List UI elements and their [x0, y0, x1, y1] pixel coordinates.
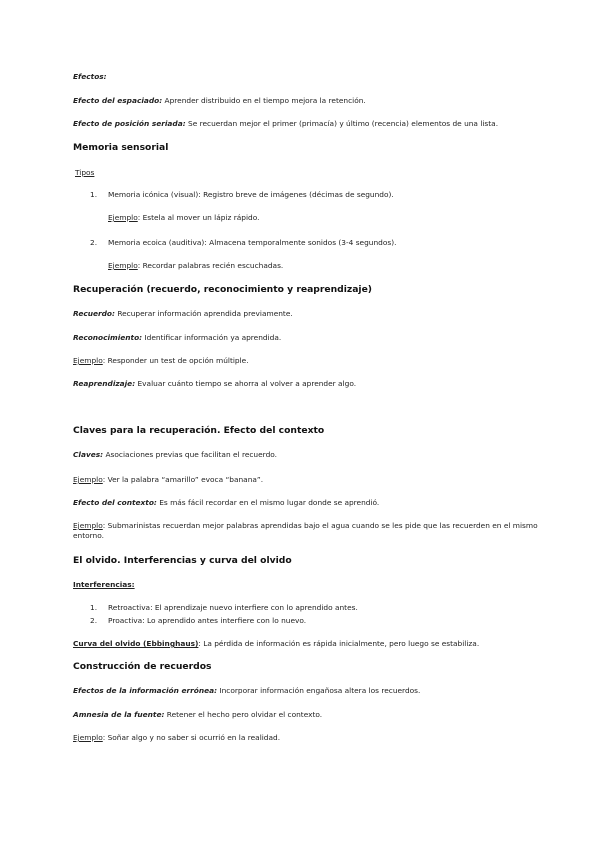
- reconocimiento-label: Reconocimiento:: [73, 333, 143, 342]
- posicion-label: Efecto de posición seriada:: [73, 119, 186, 128]
- recuperacion-heading: Recuperación (recuerdo, reconocimiento y reaprendizaje): [73, 284, 373, 295]
- ejemplo-text: : Submarinistas recuerdan mejor palabras aprendidas bajo el agua cuando se les pide que las recuerden en el mismo entorno.: [73, 521, 538, 540]
- item-proactiva: Proactiva: Lo aprendido antes interfiere con lo nuevo.: [108, 616, 307, 625]
- ejemplo-label: Ejemplo: [108, 261, 138, 270]
- ejemplo-label: Ejemplo: [73, 356, 103, 365]
- amnesia-line: [73, 710, 540, 720]
- ejemplo-text: : Estela al mover un lápiz rápido.: [137, 213, 260, 222]
- recuerdo-label: Recuerdo:: [73, 309, 115, 318]
- erronea-text: Incorporar información engañosa altera los recuerdos.: [217, 686, 421, 695]
- contexto-label: Efecto del contexto:: [73, 498, 157, 507]
- efecto-posicion: [73, 119, 540, 129]
- claves-text: Asociaciones previas que facilitan el recuerdo.: [103, 450, 277, 459]
- amnesia-text: Retener el hecho pero olvidar el contexto.: [164, 710, 323, 719]
- tipos-text: Tipos: [75, 168, 95, 177]
- sensorial-heading: Memoria sensorial: [73, 142, 169, 153]
- item-iconica-ejemplo: [108, 213, 540, 223]
- list-number: 1.: [90, 603, 98, 612]
- ejemplo-label: Ejemplo: [73, 475, 103, 484]
- reaprendizaje-label: Reaprendizaje:: [73, 379, 136, 388]
- list-number: 2.: [90, 616, 98, 625]
- efecto-espaciado: [73, 96, 540, 106]
- curva-text: : La pérdida de información es rápida inicialmente, pero luego se estabiliza.: [198, 639, 480, 648]
- recuperacion-ejemplo: [73, 356, 540, 366]
- reaprendizaje-line: [73, 379, 540, 389]
- contexto-line: [73, 498, 540, 508]
- posicion-text: Se recuerdan mejor el primer (primacía) y último (recencia) elementos de una lista.: [185, 119, 499, 128]
- item-ecoica-ejemplo: [108, 261, 540, 271]
- efectos-title: Efectos:: [73, 72, 107, 81]
- recuerdo-text: Recuperar información aprendida previamente.: [114, 309, 293, 318]
- ejemplo-text: : Soñar algo y no saber si ocurrió en la realidad.: [102, 733, 281, 742]
- olvido-heading: El olvido. Interferencias y curva del olvido: [73, 555, 292, 566]
- reconocimiento-text: Identificar información ya aprendida.: [142, 333, 282, 342]
- curva-line: [73, 639, 540, 649]
- claves-heading: Claves para la recuperación. Efecto del contexto: [73, 425, 325, 436]
- erronea-label: Efectos de la información errónea:: [73, 686, 218, 695]
- ejemplo-text: : Ver la palabra “amarillo” evoca “banana”.: [102, 475, 264, 484]
- curva-label: Curva del olvido (Ebbinghaus): [73, 639, 199, 648]
- espaciado-label: Efecto del espaciado:: [73, 96, 163, 105]
- claves-ejemplo: [73, 475, 540, 485]
- item-retroactiva: Retroactiva: El aprendizaje nuevo interfiere con lo aprendido antes.: [108, 603, 358, 612]
- ejemplo-text: : Responder un test de opción múltiple.: [102, 356, 249, 365]
- erronea-line: [73, 686, 540, 696]
- construccion-heading: Construcción de recuerdos: [73, 661, 212, 672]
- interferencias-text: Interferencias:: [73, 580, 135, 589]
- tipos-label: [75, 168, 540, 178]
- ejemplo-text: : Recordar palabras recién escuchadas.: [137, 261, 284, 270]
- amnesia-label: Amnesia de la fuente:: [73, 710, 165, 719]
- ejemplo-label: Ejemplo: [73, 733, 103, 742]
- list-number: 2.: [90, 238, 98, 247]
- recuerdo-line: [73, 309, 540, 319]
- item-iconica: Memoria icónica (visual): Registro breve de imágenes (décimas de segundo).: [108, 190, 394, 199]
- contexto-ejemplo: [73, 521, 538, 541]
- item-ecoica: Memoria ecoica (auditiva): Almacena temporalmente sonidos (3-4 segundos).: [108, 238, 397, 247]
- ejemplo-label: Ejemplo: [108, 213, 138, 222]
- claves-label: Claves:: [73, 450, 104, 459]
- contexto-text: Es más fácil recordar en el mismo lugar donde se aprendió.: [156, 498, 380, 507]
- claves-line: [73, 450, 540, 460]
- interferencias-label: [73, 580, 540, 590]
- ejemplo-label: Ejemplo: [73, 521, 103, 530]
- reconocimiento-line: [73, 333, 540, 343]
- list-number: 1.: [90, 190, 98, 199]
- espaciado-text: Aprender distribuido en el tiempo mejora la retención.: [162, 96, 366, 105]
- reaprendizaje-text: Evaluar cuánto tiempo se ahorra al volver a aprender algo.: [135, 379, 357, 388]
- construccion-ejemplo: [73, 733, 540, 743]
